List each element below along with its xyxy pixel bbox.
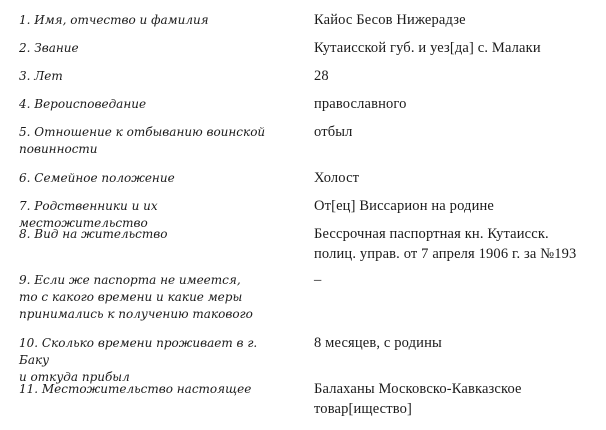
question-age: 3. Лет [19,69,63,83]
question-marital-status: 6. Семейное положение [19,171,175,185]
answer-relatives: От[ец] Виссарион на родине [314,198,494,214]
answer-rank: Кутаисской губ. и уез[да] с. Малаки [314,40,541,56]
question-relatives: 7. Родственники и их местожительство [19,199,158,230]
answer-time-in-baku: 8 месяцев, с родины [314,335,442,351]
answer-name: Кайос Бесов Нижерадзе [314,12,466,28]
answer-military-service: отбыл [314,124,353,140]
answer-residence-permit: Бессрочная паспортная кн. Кутаисск. полиц. управ. от 7 апреля 1906 г. за №193 [314,226,577,262]
question-residence-permit: 8. Вид на жительство [19,227,168,241]
answer-current-residence: Балаханы Московско-Кавказское товар[ищество] [314,381,522,417]
question-no-passport: 9. Если же паспорта не имеется, то с какого времени и какие меры принимались к получению такового [19,273,253,321]
question-current-residence: 11. Местожительство настоящее [19,382,252,396]
answer-no-passport: – [314,272,322,288]
answer-marital-status: Холост [314,170,360,186]
answer-religion: православного [314,96,407,112]
answer-age: 28 [314,68,329,84]
question-military-service: 5. Отношение к отбыванию воинской повинности [19,125,266,156]
question-rank: 2. Звание [19,41,79,55]
question-name: 1. Имя, отчество и фамилия [19,13,209,27]
question-religion: 4. Вероисповедание [19,97,147,111]
question-time-in-baku: 10. Сколько времени проживает в г. Баку и откуда прибыл [19,336,258,384]
